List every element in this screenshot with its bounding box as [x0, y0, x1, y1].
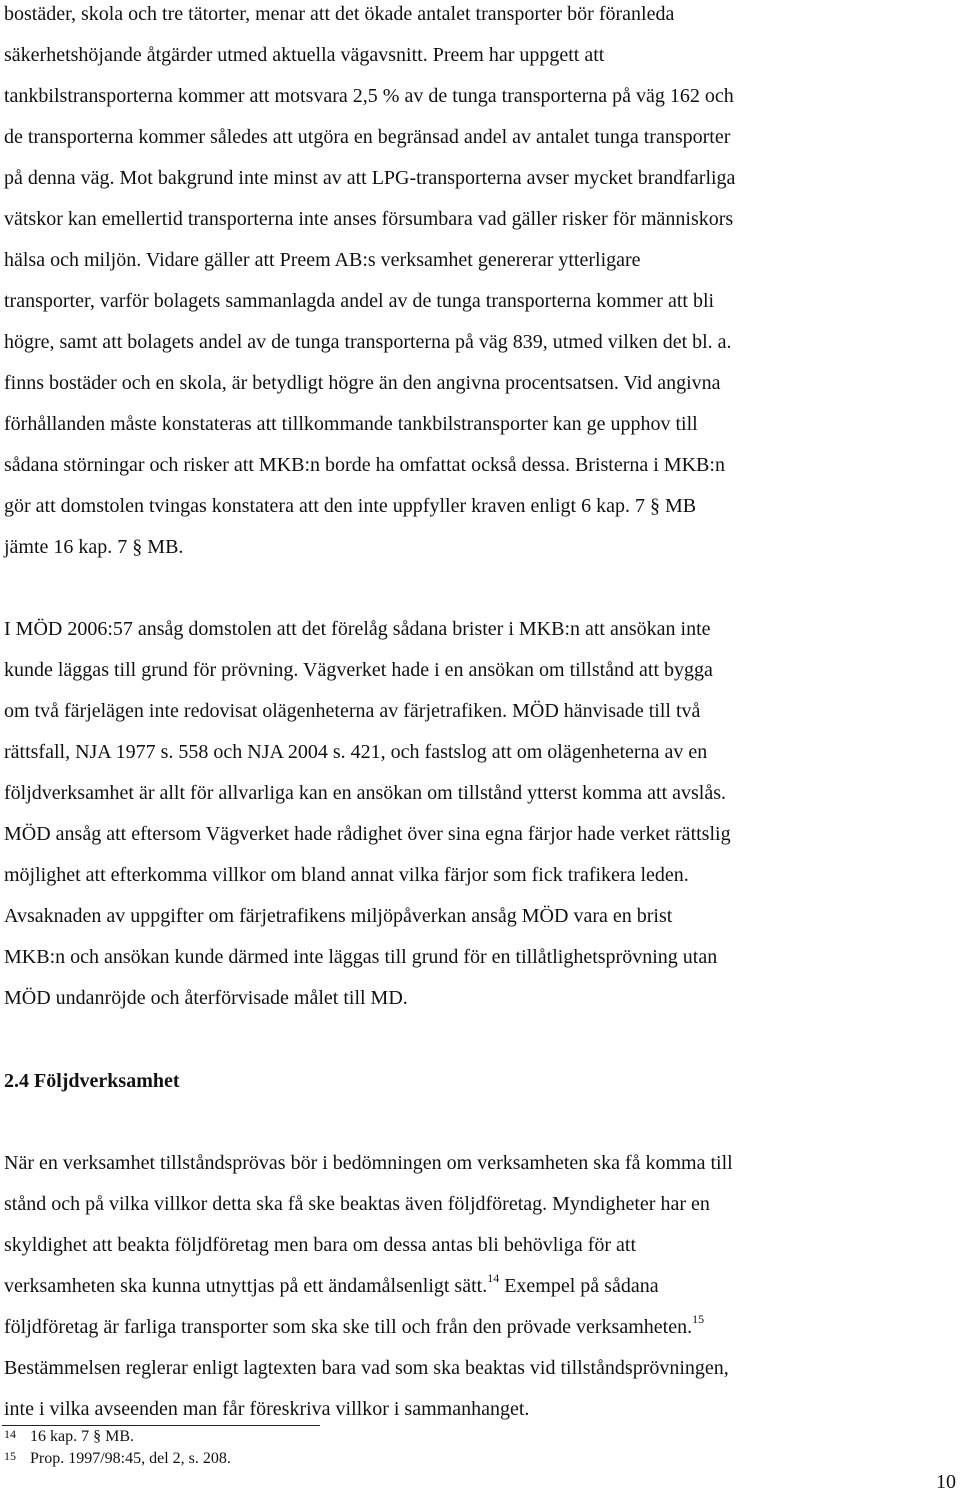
- text-line: transporter, varför bolagets sammanlagda andel av de tunga transporterna kommer att bli: [4, 290, 715, 312]
- text-line: sådana störningar och risker att MKB:n borde ha omfattat också dessa. Bristerna i MKB:n: [4, 454, 725, 476]
- footnote-15: [4, 1449, 231, 1469]
- text-segment: verksamheten ska kunna utnyttjas på ett ändamålsenligt sätt.: [4, 1275, 488, 1297]
- text-line: tankbilstransporterna kommer att motsvara 2,5 % av de tunga transporterna på väg 162 och: [4, 85, 734, 107]
- text-line: förhållanden måste konstateras att tillkommande tankbilstransporter kan ge upphov till: [4, 413, 698, 435]
- footnote-text: 16 kap. 7 § MB.: [30, 1428, 134, 1445]
- text-line: högre, samt att bolagets andel av de tunga transporterna på väg 839, utmed vilken det bl. a.: [4, 331, 732, 353]
- text-line: skyldighet att beakta följdföretag men bara om dessa antas bli behövliga för att: [4, 1234, 637, 1256]
- text-line: finns bostäder och en skola, är betydligt högre än den angivna procentsatsen. Vid angivna: [4, 372, 721, 394]
- footnote-text: Prop. 1997/98:45, del 2, s. 208.: [30, 1450, 231, 1467]
- text-line: om två färjelägen inte redovisat olägenheterna av färjetrafiken. MÖD hänvisade till två: [4, 700, 701, 722]
- text-line: MÖD undanröjde och återförvisade målet till MD.: [4, 987, 408, 1009]
- text-line: [4, 1271, 659, 1298]
- page-number: 10: [936, 1471, 956, 1493]
- text-line: I MÖD 2006:57 ansåg domstolen att det förelåg sådana brister i MKB:n att ansökan inte: [4, 618, 711, 640]
- text-line: MÖD ansåg att eftersom Vägverket hade rådighet över sina egna färjor hade verket rättslig: [4, 823, 731, 845]
- text-line: möjlighet att efterkomma villkor om bland annat vilka färjor som fick trafikera leden.: [4, 864, 689, 886]
- footnote-divider: [2, 1425, 320, 1426]
- section-heading: 2.4 Följdverksamhet: [4, 1070, 180, 1092]
- text-line: på denna väg. Mot bakgrund inte minst av att LPG-transporterna avser mycket brandfarliga: [4, 167, 736, 189]
- text-line: de transporterna kommer således att utgöra en begränsad andel av antalet tunga transporter: [4, 126, 731, 148]
- text-line: rättsfall, NJA 1977 s. 558 och NJA 2004 s. 421, och fastslog att om olägenheterna av en: [4, 741, 708, 763]
- text-line: gör att domstolen tvingas konstatera att den inte uppfyller kraven enligt 6 kap. 7 § MB: [4, 495, 697, 517]
- footnote-ref-15[interactable]: 15: [692, 1312, 705, 1327]
- text-line: jämte 16 kap. 7 § MB.: [4, 536, 184, 558]
- footnote-number: 15: [4, 1449, 16, 1463]
- text-line: Avsaknaden av uppgifter om färjetrafikens miljöpåverkan ansåg MÖD vara en brist: [4, 905, 673, 927]
- footnote-ref-14[interactable]: 14: [487, 1271, 500, 1286]
- footnote-14: [4, 1427, 134, 1447]
- text-line: följdverksamhet är allt för allvarliga kan en ansökan om tillstånd ytterst komma att avslås.: [4, 782, 727, 804]
- text-line: bostäder, skola och tre tätorter, menar att det ökade antalet transporter bör föranleda: [4, 3, 675, 25]
- text-line: vätskor kan emellertid transporterna inte anses försumbara vad gäller risker för människors: [4, 208, 734, 230]
- text-line: När en verksamhet tillståndsprövas bör i bedömningen om verksamheten ska få komma till: [4, 1152, 733, 1174]
- text-line: hälsa och miljön. Vidare gäller att Preem AB:s verksamhet genererar ytterligare: [4, 249, 641, 271]
- text-segment: Exempel på sådana: [499, 1275, 659, 1297]
- text-line: säkerhetshöjande åtgärder utmed aktuella vägavsnitt. Preem har uppgett att: [4, 44, 605, 66]
- text-segment: följdföretag är farliga transporter som ska ske till och från den prövade verksamheten.: [4, 1316, 693, 1338]
- footnote-number: 14: [4, 1427, 16, 1441]
- text-line: [4, 1312, 705, 1339]
- text-line: inte i vilka avseenden man får föreskriva villkor i sammanhanget.: [4, 1398, 530, 1420]
- text-line: stånd och på vilka villkor detta ska få ske beaktas även följdföretag. Myndigheter har en: [4, 1193, 710, 1215]
- text-line: kunde läggas till grund för prövning. Vägverket hade i en ansökan om tillstånd att bygga: [4, 659, 713, 681]
- text-line: Bestämmelsen reglerar enligt lagtexten bara vad som ska beaktas vid tillståndsprövningen,: [4, 1357, 729, 1379]
- text-line: MKB:n och ansökan kunde därmed inte läggas till grund för en tillåtlighetsprövning utan: [4, 946, 718, 968]
